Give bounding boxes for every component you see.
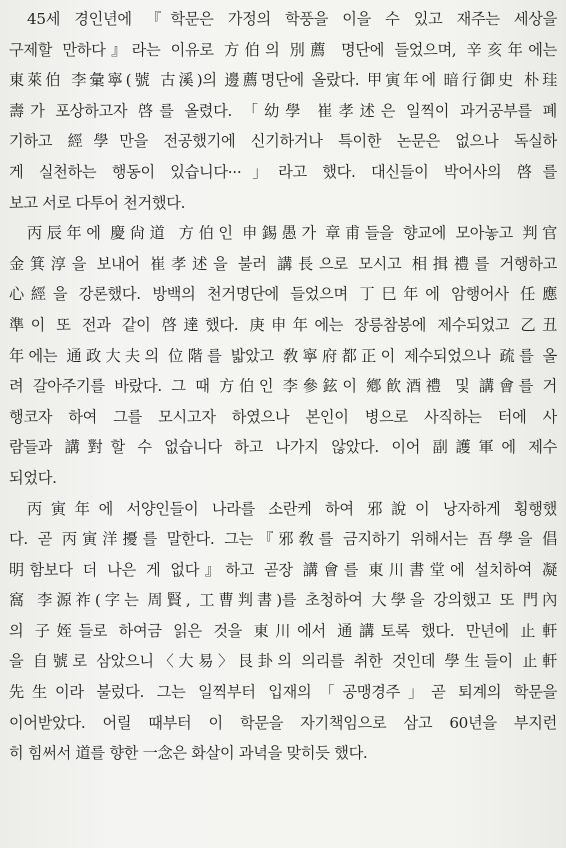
text-line: 되었다. <box>9 468 57 487</box>
text-line: 準이 또 전과 같이 啓達했다. 庚申年에는 장릉참봉에 제수되었고 乙丑 <box>9 315 557 334</box>
text-line: 年에는 通政大夫의 位階를 밟았고 敎寧府都正이 제수되었으나 疏를 올 <box>9 346 557 365</box>
text-line: 丙寅年에 서양인들이 나라를 소란케 하여 邪說이 낭자하게 횡행했 <box>27 499 557 518</box>
paragraph-1 <box>9 4 557 218</box>
text-line: 히 힘써서 道를 향한 一念은 화살이 과녁을 맞히듯 했다. <box>9 744 368 763</box>
text-line: 明함보다 더 나은 게 없다』하고 곧장 講會를 東川書堂에 설치하여 凝 <box>9 560 557 579</box>
text-line: 東萊伯 李彙寧(號 古溪)의 邊薦명단에 올랐다. 甲寅年에 暗行御史 朴珪 <box>9 71 557 90</box>
paragraph-2 <box>9 218 557 493</box>
text-line: 壽가 포상하고자 啓를 올렸다. 「幼學 崔孝述은 일찍이 과거공부를 폐 <box>9 101 557 120</box>
text-line: 의 子姪들로 하여금 읽은 것을 東川에서 通講토록 했다. 만년에 止軒 <box>9 621 557 640</box>
text-line: 게 실천하는 행동이 있습니다···」라고 했다. 대신들이 박어사의 啓를 <box>9 162 557 181</box>
text-line: 람들과 講對할 수 없습니다 하고 나가지 않았다. 이어 副護軍에 제수 <box>9 438 557 457</box>
text-line: 이어받았다. 어릴 때부터 이 학문을 자기책임으로 삼고 60년을 부지런 <box>9 713 557 732</box>
text-line: 金箕淳을 보내어 崔孝述을 불러 講長으로 모시고 相揖禮를 거행하고 <box>9 254 557 273</box>
text-line: 을 自號로 삼았으니〈大易〉艮卦의 의리를 취한 것인데 學生들이 止軒 <box>9 652 557 671</box>
text-line: 기하고 經學만을 전공했기에 신기하거나 특이한 논문은 없으나 독실하 <box>9 132 557 151</box>
text-line: 행코자 하여 그를 모시고자 하였으나 본인이 병으로 사직하는 터에 사 <box>9 407 557 426</box>
text-line: 45세 경인년에 『학문은 가정의 학풍을 이을 수 있고 재주는 세상을 <box>27 10 557 28</box>
text-line: 려 갈아주기를 바랐다. 그 때 方伯인 李參鉉이 鄕飮酒禮 및 講會를 거 <box>9 377 557 396</box>
text-line: 丙辰年에 慶尙道 方伯인 申錫愚가 章甫들을 향교에 모아놓고 判官 <box>27 224 557 243</box>
paragraph-3 <box>9 494 557 769</box>
document-text <box>9 4 557 769</box>
text-line: 보고 서로 다투어 천거했다. <box>9 193 186 212</box>
text-line: 다. 곧 丙寅洋擾를 말한다. 그는『邪敎를 금지하기 위해서는 吾學을 倡 <box>9 530 557 549</box>
text-line: 구제할 만하다』라는 이유로 方伯의 別薦 명단에 들었으며, 辛亥年에는 <box>9 40 557 59</box>
text-line: 窩 李源祚(字는 周賢, 工曹判書)를 초청하여 大學을 강의했고 또 門內 <box>9 591 557 610</box>
text-line: 心經을 강론했다. 방백의 천거명단에 들었으며 丁巳年에 암행어사 任應 <box>9 285 557 304</box>
text-line: 先生이라 불렀다. 그는 일찍부터 입재의「공맹경주」곧 퇴계의 학문을 <box>9 683 557 702</box>
